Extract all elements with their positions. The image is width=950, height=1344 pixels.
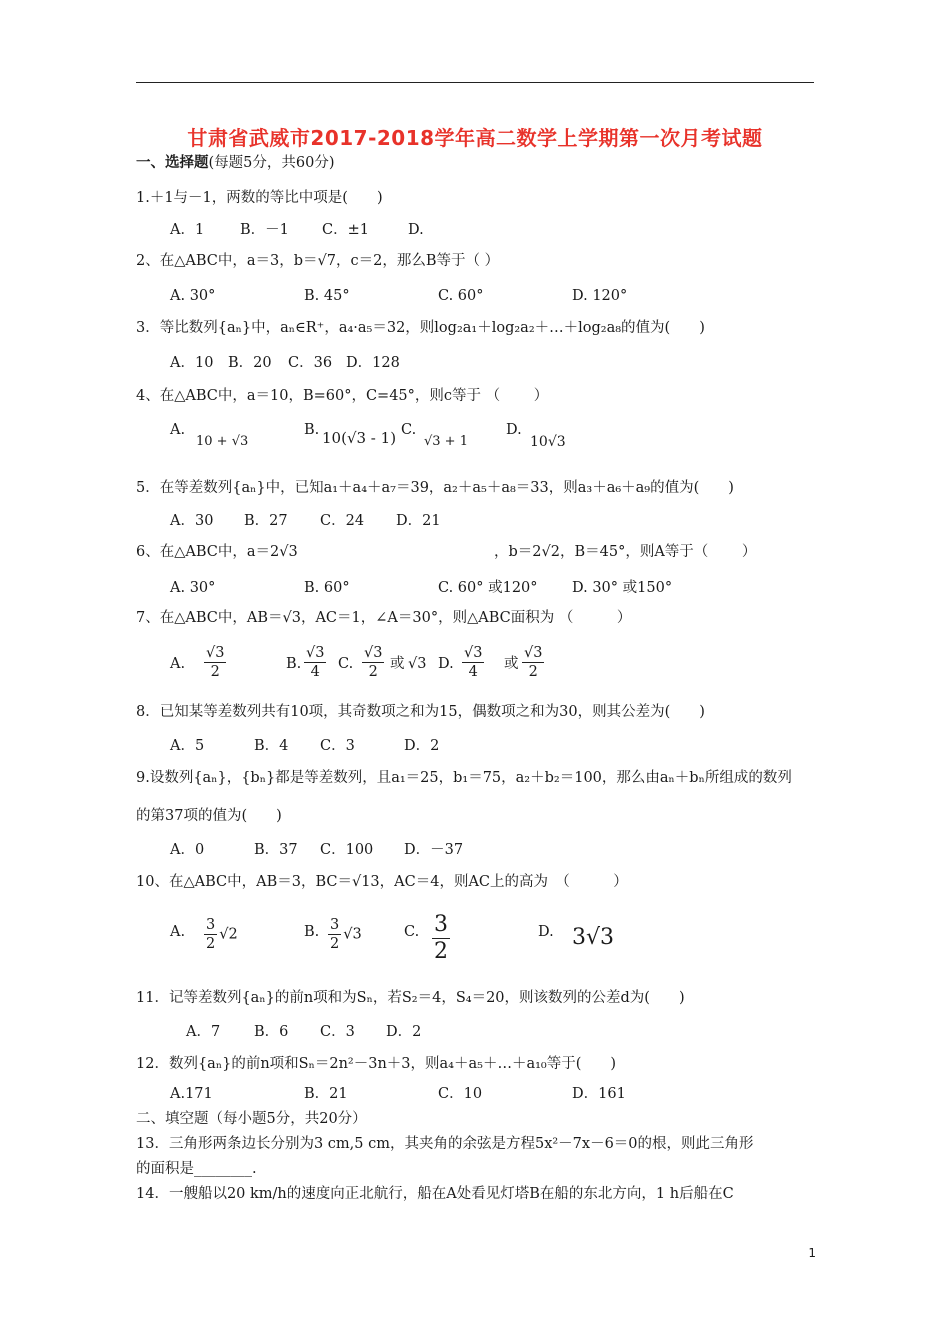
- q2-option-d: D. 120°: [572, 288, 628, 304]
- q11-option-d: D．2: [386, 1024, 422, 1040]
- q4-option-c-expr: √3 + 1: [424, 434, 468, 449]
- q1-option-b: B．－1: [240, 222, 289, 238]
- q6-option-a: A. 30°: [170, 580, 216, 596]
- q14-text: 14．一艘船以20 km/h的速度向正北航行，船在A处看见灯塔B在船的东北方向，1 h后船在C: [136, 1186, 734, 1202]
- q11-option-a: A．7: [186, 1024, 221, 1040]
- q9-option-d: D．－37: [404, 842, 464, 858]
- q7-d1-den: 4: [468, 664, 478, 680]
- q9-option-a: A．0: [170, 842, 205, 858]
- q4-option-a-expr: 10 + √3: [196, 434, 249, 449]
- q7-option-d-or: 或: [504, 656, 519, 672]
- q10-a-sqrt: √2: [219, 926, 238, 943]
- q4-option-c: C.: [401, 422, 417, 438]
- q8-option-b: B．4: [254, 738, 289, 754]
- q4-text: 4、在△ABC中，a＝10，B=60°，C=45°，则c等于 （ ）: [136, 388, 549, 404]
- q12-text: 12．数列{aₙ}的前n项和Sₙ＝2n²－3n＋3，则a₄＋a₅＋…＋a₁₀等于( ): [136, 1056, 617, 1072]
- q12-option-c: C．10: [438, 1086, 483, 1102]
- q5-option-a: A．30: [170, 513, 214, 529]
- q7-b-den: 4: [310, 664, 320, 680]
- q12-option-d: D．161: [572, 1086, 626, 1102]
- q3-text: 3．等比数列{aₙ}中，aₙ∈R⁺，a₄·a₅＝32，则log₂a₁＋log₂a₂＋…＋log₂a₈的值为( ): [136, 320, 705, 336]
- q7-a-num: √3: [206, 645, 225, 661]
- q5-text: 5．在等差数列{aₙ}中，已知a₁＋a₄＋a₇＝39，a₂＋a₅＋a₈＝33，则a₃＋a₆＋a₉的值为( ): [136, 480, 734, 496]
- q1-option-c: C．±1: [322, 222, 369, 238]
- q10-b-den: 2: [330, 936, 340, 952]
- q10-option-c-frac: [430, 912, 452, 965]
- q7-c-num: √3: [364, 645, 383, 661]
- q10-a-den: 2: [206, 936, 216, 952]
- q2-text: 2、在△ABC中，a＝3，b＝√7，c＝2，那么B等于（ ）: [136, 253, 500, 269]
- q9-option-b: B．37: [254, 842, 298, 858]
- q10-c-num: 3: [434, 912, 448, 937]
- q7-option-d-frac2: [520, 644, 546, 681]
- q7-option-c-sqrt: √3: [408, 656, 427, 672]
- q7-a-den: 2: [210, 664, 220, 680]
- q5-option-d: D．21: [396, 513, 441, 529]
- q1-option-d: D.: [408, 222, 424, 238]
- q10-option-b: B.: [304, 924, 320, 940]
- q10-option-c: C.: [404, 924, 420, 940]
- q7-option-c-frac: [360, 644, 386, 681]
- q10-text: 10、在△ABC中，AB＝3，BC＝√13，AC＝4，则AC上的高为 （ ）: [136, 874, 628, 890]
- q6-option-d: D. 30° 或150°: [572, 580, 673, 596]
- q7-option-a: A.: [170, 656, 186, 672]
- q10-option-d: D.: [538, 924, 554, 940]
- q7-d2-num: √3: [524, 645, 543, 661]
- q1-text: 1.＋1与－1，两数的等比中项是( ): [136, 190, 383, 206]
- q10-a-num: 3: [206, 917, 216, 933]
- q4-option-d: D.: [506, 422, 522, 438]
- q7-option-a-frac: [202, 644, 228, 681]
- q8-option-d: D．2: [404, 738, 440, 754]
- q5-option-b: B．27: [244, 513, 288, 529]
- q2-option-a: A. 30°: [170, 288, 216, 304]
- q4-option-b-expr: 10(√3 - 1): [322, 429, 397, 447]
- q7-d1-num: √3: [464, 645, 483, 661]
- q10-option-a: A.: [170, 924, 186, 940]
- q7-c-den: 2: [368, 664, 378, 680]
- q7-b-num: √3: [306, 645, 325, 661]
- top-rule: [136, 82, 814, 83]
- q10-option-b-frac: [326, 916, 362, 953]
- q10-option-d-expr: 3√3: [572, 925, 615, 950]
- q1-option-a: A．1: [170, 222, 205, 238]
- q7-option-b: B.: [286, 656, 302, 672]
- q7-d2-den: 2: [528, 664, 538, 680]
- q10-c-den: 2: [434, 939, 448, 964]
- q7-option-d-frac1: [460, 644, 486, 681]
- q3-option-c: C．36: [288, 355, 333, 371]
- q13-text-line1: 13．三角形两条边长分别为3 cm,5 cm，其夹角的余弦是方程5x²－7x－6＝0的根，则此三角形: [136, 1136, 754, 1152]
- q4-option-d-expr: 10√3: [530, 434, 566, 450]
- q6-option-c: C. 60° 或120°: [438, 580, 538, 596]
- q6-text-left: 6、在△ABC中，a＝2√3: [136, 544, 298, 560]
- q11-option-c: C．3: [320, 1024, 355, 1040]
- q12-option-b: B．21: [304, 1086, 348, 1102]
- q13-text-line2: 的面积是________.: [136, 1161, 257, 1177]
- q2-option-c: C. 60°: [438, 288, 484, 304]
- q11-text: 11．记等差数列{aₙ}的前n项和为Sₙ，若S₂＝4，S₄＝20，则该数列的公差d为( ): [136, 990, 685, 1006]
- q10-option-a-frac: [202, 916, 238, 953]
- q5-option-c: C．24: [320, 513, 365, 529]
- page-title: 甘肃省武威市2017-2018学年高二数学上学期第一次月考试题: [187, 126, 763, 150]
- q7-option-c: C.: [338, 656, 354, 672]
- q7-option-b-frac: [302, 644, 328, 681]
- q3-option-d: D．128: [346, 355, 400, 371]
- q8-text: 8．已知某等差数列共有10项，其奇数项之和为15，偶数项之和为30，则其公差为( ): [136, 704, 705, 720]
- q3-option-a: A．10: [170, 355, 214, 371]
- q7-option-c-or: 或: [390, 656, 405, 672]
- section1-heading: [136, 153, 335, 173]
- q9-text-line2: 的第37项的值为( ): [136, 808, 282, 824]
- q8-option-c: C．3: [320, 738, 355, 754]
- section2-heading: 二、填空题（每小题5分，共20分）: [136, 1111, 367, 1127]
- q6-option-b: B. 60°: [304, 580, 350, 596]
- q11-option-b: B．6: [254, 1024, 289, 1040]
- q3-option-b: B．20: [228, 355, 272, 371]
- page-number: 1: [808, 1246, 816, 1260]
- section1-note: (每题5分，共60分): [208, 155, 335, 171]
- q10-b-num: 3: [330, 917, 340, 933]
- q9-option-c: C．100: [320, 842, 374, 858]
- q7-option-d: D.: [438, 656, 454, 672]
- q8-option-a: A．5: [170, 738, 205, 754]
- q2-option-b: B. 45°: [304, 288, 350, 304]
- q12-option-a: A.171: [170, 1086, 213, 1102]
- q10-b-sqrt: √3: [343, 926, 362, 943]
- q9-text-line1: 9.设数列{aₙ}，{bₙ}都是等差数列，且a₁＝25，b₁＝75，a₂＋b₂＝100，那么由aₙ＋bₙ所组成的数列: [136, 770, 792, 786]
- q4-option-b: B.: [304, 422, 320, 438]
- q6-text-right: ，b＝2√2，B＝45°，则A等于（ ）: [494, 544, 757, 560]
- section1-label: 一、选择题: [136, 155, 209, 171]
- q4-option-a: A.: [170, 422, 186, 438]
- q7-text: 7、在△ABC中，AB＝√3，AC＝1，∠A＝30°，则△ABC面积为 （ ）: [136, 610, 632, 626]
